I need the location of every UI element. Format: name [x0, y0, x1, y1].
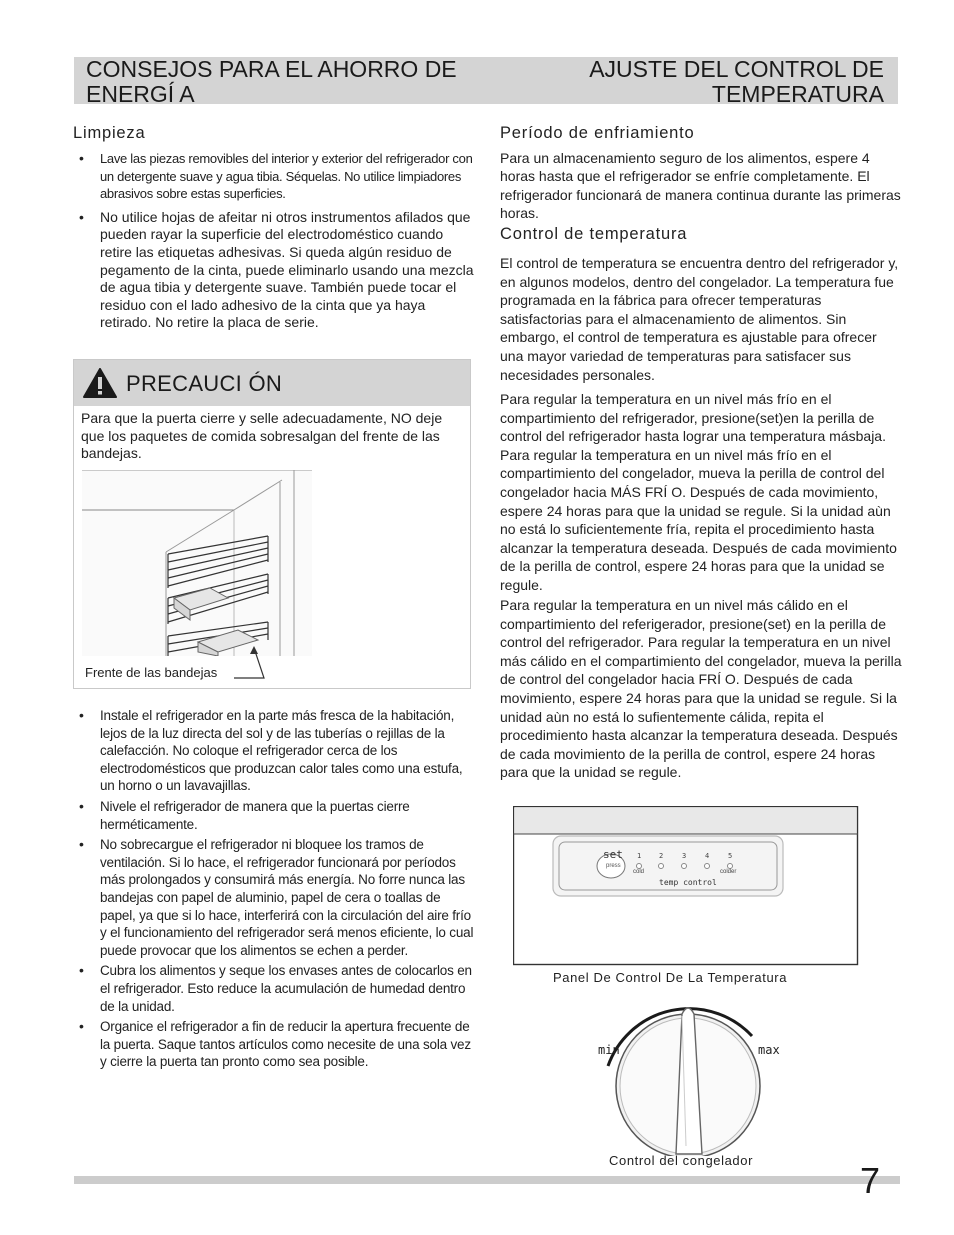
enfriamiento-text: Para un almacenamiento seguro de los alimentos, espere 4 horas hasta que el refrigerador se enfríe completamente. El refrigerador funcionará de manera continua durante las primeras horas.: [500, 150, 901, 221]
list-item: • Organice el refrigerador a fin de reducir la apertura frecuente de la puerta. Saque tantos artículos como necesite de una sola vez y cierre la puerta tan pronto como sea posible.: [73, 1018, 475, 1071]
dial-max-label: max: [758, 1043, 780, 1057]
level-1: 1: [637, 852, 642, 860]
dial-min-label: min: [598, 1043, 620, 1057]
list-item: • No sobrecargue el refrigerador ni bloquee los tramos de ventilación. Si lo hace, el refrigerador funcionará por períodos más prolongados y consumirá más energía. No forre nunca las bandejas con papel de aluminio, papel de cera o toallas de papel, ya que si lo hace, interferirá con la circulación del aire frío y el funcionamiento del refrigerador será menos eficiente, lo cual puede provocar que los alimentos se echen a perder.: [73, 836, 475, 959]
caution-box: [73, 359, 471, 689]
list-item: • Lave las piezas removibles del interior y exterior del refrigerador con un detergente suave y agua tibia. Séquelas. No utilice limpiadores abrasivos sobre estas superficies.: [73, 150, 475, 203]
control-para-1: El control de temperatura se encuentra dentro del refrigerador y, en algunos modelos, dentro del congelador. La temperatura fue programada en la fábrica para ofrecer temperaturas satisfactorias para el almacenamiento de alimentos. Sin embargo, el control de temperatura es ajustable para ofrecer una mayor variedad de temperaturas para satisfacer sus necesidades personales.: [500, 255, 899, 383]
caution-header: [74, 360, 470, 406]
list-item: • Instale el refrigerador en la parte más fresca de la habitación, lejos de la luz directa del sol y de las tuberías o rejillas de la calefacción. No coloque el refrigerador cerca de los electrodomésticos que produzcan calor tales como una estufa, un horno o un lavavajillas.: [73, 707, 475, 795]
control-title: Control de temperatura: [500, 225, 688, 243]
page-number: 7: [860, 1160, 881, 1201]
pointer-arrow-icon: [232, 642, 272, 682]
shelf-illustration: [82, 470, 312, 656]
temp-control-panel-illustration: [513, 806, 859, 968]
level-2: 2: [659, 852, 664, 860]
header-right-title: AJUSTE DEL CONTROL DE TEMPERATURA: [589, 56, 884, 107]
caution-text: Para que la puerta cierre y selle adecuadamente, NO deje que los paquetes de comida sobresalgan del frente de las bandejas.: [81, 410, 443, 462]
set-button[interactable]: set: [603, 848, 623, 861]
caution-title: PRECAUCI ÓN: [126, 371, 283, 396]
list-item: • Nivele el refrigerador de manera que la puertas cierre herméticamente.: [73, 798, 475, 833]
control-para-2: Para regular la temperatura en un nivel más frío en el compartimiento del refrigerador, presione(set)en la perilla de control del refrigerador hasta lograr una temperatura másbaja. Para regular la temperatura en un nivel más frío en el compartimiento del congelador, mueva la perilla de control del congelador hacia MÁS FRÍ O. Después de cada movimiento, espere 24 horas para que la unidad se regule. Si la unidad aùn no está lo suficientemente fría, repita el procedimiento hasta alcanzar la temperatura deseada. Después de cada movimiento de la perilla de control, espere 24 horas para que la unidad se regule.: [500, 391, 897, 593]
freezer-dial-illustration: [590, 996, 790, 1156]
warning-icon: [83, 368, 117, 398]
control-para-3: Para regular la temperatura en un nivel más cálido en el compartimiento del referigerador, presione(set) en la perilla de control del refrigerador. Para regular la temperatura en un nivel más cálido en el compartimiento del congelador, mueva la perilla de control del congelador hacia FRÍ O. Después de cada movimiento, espere 24 horas para que la unidad se regule. Si la unidad aùn no está lo sufientemente cálida, repita el procedimiento hasta alcanzar la temperatura deseada. Después de cada movimiento de la perilla de control, espere 24 horas para que la unidad se regule.: [500, 597, 902, 781]
enfriamiento-title: Período de enfriamiento: [500, 124, 695, 142]
level-3: 3: [682, 852, 687, 860]
list-item: • No utilice hojas de afeitar ni otros instrumentos afilados que pueden rayar la superficie del electrodoméstico cuando retire las etiquetas adhesivas. Si queda algún residuo de pegamento de la cinta, puede eliminarlo usando una mezcla de agua tibia y detergente suave. También puede tocar el residuo con el lado adhesivo de la cinta que ya haya retirado. No retire la placa de serie.: [73, 209, 475, 332]
limpieza-list: [73, 150, 475, 335]
tips-list: [73, 707, 475, 1074]
colder-label: colder: [720, 869, 737, 875]
limpieza-title: Limpieza: [73, 124, 146, 142]
cold-label: cold: [633, 869, 645, 875]
panel-caption: Panel De Control De La Temperatura: [553, 970, 788, 985]
press-label: press: [606, 863, 621, 869]
footer-bar: [74, 1176, 900, 1184]
level-4: 4: [705, 852, 710, 860]
level-5: 5: [728, 852, 733, 860]
temp-control-label: temp control: [659, 878, 717, 887]
shelf-caption: Frente de las bandejas: [85, 665, 218, 680]
header-left-title: CONSEJOS PARA EL AHORRO DE ENERGÍ A: [86, 56, 457, 107]
dial-caption: Control del congelador: [609, 1153, 754, 1168]
list-item: • Cubra los alimentos y seque los envases antes de colocarlos en el refrigerador. Esto reduce la acumulación de humedad dentro de la unidad.: [73, 962, 475, 1015]
